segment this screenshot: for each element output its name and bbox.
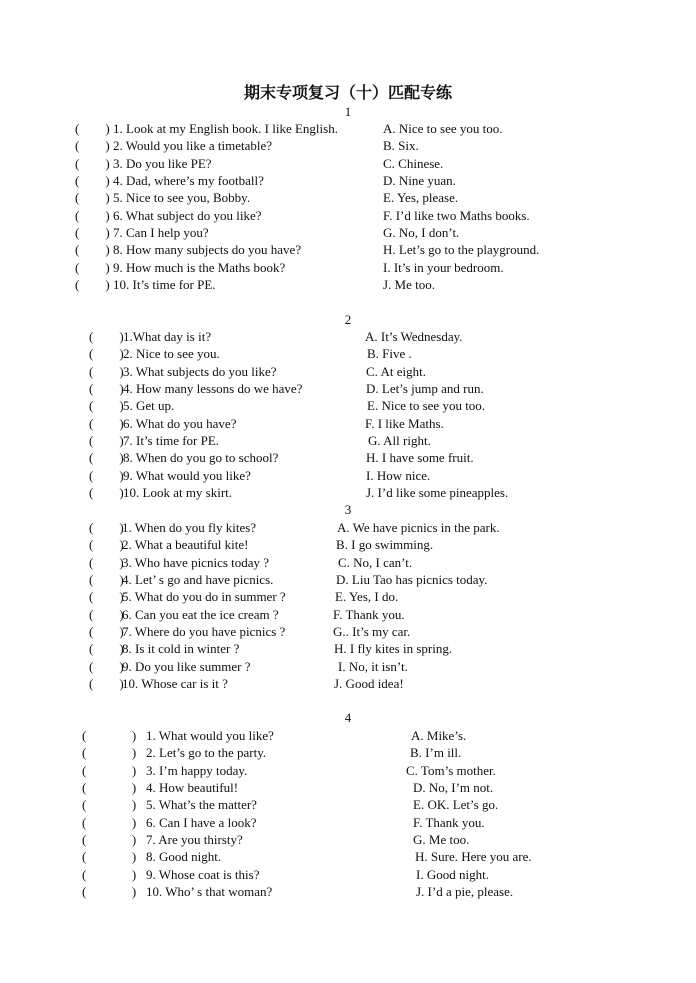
- question-text: 1.What day is it?: [123, 329, 212, 344]
- answer-blank[interactable]: ( ): [89, 572, 124, 588]
- answer-blank[interactable]: ( ): [82, 762, 137, 778]
- question-text: 10. It’s time for PE.: [113, 277, 216, 293]
- section-number: 1: [344, 104, 352, 119]
- answer-blank[interactable]: ( ): [82, 832, 137, 848]
- question-text: 3. What subjects do you like?: [123, 363, 277, 379]
- answer-option: B. I’m ill.: [410, 745, 462, 761]
- answer-blank[interactable]: ( ): [82, 797, 137, 813]
- question-text: 3. Do you like PE?: [113, 155, 212, 171]
- answer-blank[interactable]: ( ): [75, 207, 110, 223]
- answer-option: B. I go swimming.: [336, 537, 434, 553]
- answer-option: J. I’d a pie, please.: [416, 884, 514, 900]
- answer-blank[interactable]: ( ): [89, 381, 124, 397]
- question-text: 5. What’s the matter?: [146, 797, 257, 813]
- answer-blank[interactable]: ( ): [82, 814, 137, 830]
- question-text: 2. Let’s go to the party.: [146, 745, 267, 761]
- answer-blank[interactable]: ( ): [82, 780, 137, 796]
- answer-blank[interactable]: ( ): [89, 415, 124, 431]
- question-text: 2. What a beautiful kite!: [122, 537, 249, 553]
- question-text: 2. Would you like a timetable?: [113, 138, 273, 154]
- answer-blank[interactable]: ( ): [75, 259, 110, 275]
- answer-option: E. OK. Let’s go.: [413, 797, 499, 813]
- answer-option: D. No, I’m not.: [413, 780, 494, 796]
- answer-option: J. Good idea!: [334, 676, 404, 692]
- answer-blank[interactable]: ( ): [89, 467, 124, 483]
- answer-option: D. Let’s jump and run.: [366, 381, 484, 397]
- section-number: 4: [344, 710, 352, 725]
- question-text: 8. Good night.: [146, 849, 222, 865]
- answer-option: C. Tom’s mother.: [406, 762, 496, 778]
- answer-blank[interactable]: ( ): [75, 277, 110, 293]
- question-text: 1. What would you like?: [146, 728, 274, 743]
- answer-blank[interactable]: ( ): [89, 554, 124, 570]
- question-text: 9. Whose coat is this?: [146, 866, 260, 882]
- answer-blank[interactable]: ( ): [82, 884, 137, 900]
- answer-option: F. Thank you.: [333, 606, 405, 622]
- answer-blank[interactable]: ( ): [82, 849, 137, 865]
- question-text: 6. Can I have a look?: [146, 814, 257, 830]
- answer-blank[interactable]: ( ): [82, 866, 137, 882]
- question-text: 1. When do you fly kites?: [122, 520, 257, 535]
- question-text: 10. Who’ s that woman?: [146, 884, 273, 900]
- answer-option: H. I fly kites in spring.: [334, 641, 453, 657]
- answer-blank[interactable]: ( ): [89, 676, 124, 692]
- answer-option: B. Six.: [383, 138, 419, 154]
- question-text: 9. What would you like?: [123, 467, 251, 483]
- question-text: 6. Can you eat the ice cream ?: [122, 606, 279, 622]
- answer-option: F. Thank you.: [413, 814, 485, 830]
- question-text: 3. I’m happy today.: [146, 762, 248, 778]
- question-text: 7. Where do you have picnics ?: [122, 624, 286, 640]
- answer-option: A. We have picnics in the park.: [337, 520, 500, 535]
- answer-option: D. Liu Tao has picnics today.: [336, 572, 488, 588]
- question-text: 5. Get up.: [123, 398, 175, 414]
- answer-blank[interactable]: ( ): [75, 155, 110, 171]
- answer-option: C. No, I can’t.: [338, 554, 413, 570]
- question-text: 7. Can I help you?: [113, 225, 209, 241]
- question-text: 3. Who have picnics today ?: [122, 554, 270, 570]
- answer-blank[interactable]: ( ): [89, 606, 124, 622]
- answer-blank[interactable]: ( ): [75, 242, 110, 258]
- section-number: 3: [344, 502, 352, 517]
- question-text: 4. Let’ s go and have picnics.: [122, 572, 274, 588]
- answer-blank[interactable]: ( ): [89, 589, 124, 605]
- answer-option: G. Me too.: [413, 832, 470, 848]
- question-text: 4. How beautiful!: [146, 780, 239, 796]
- question-text: 8. When do you go to school?: [123, 450, 279, 466]
- answer-blank[interactable]: ( ): [89, 624, 124, 640]
- answer-blank[interactable]: ( ): [75, 225, 110, 241]
- question-text: 6. What subject do you like?: [113, 207, 262, 223]
- answer-blank[interactable]: ( ): [89, 433, 124, 449]
- answer-option: D. Nine yuan.: [383, 173, 456, 189]
- answer-option: G.. It’s my car.: [333, 624, 411, 640]
- answer-option: G. All right.: [368, 433, 431, 449]
- answer-blank[interactable]: ( ): [75, 138, 110, 154]
- answer-blank[interactable]: ( ): [82, 745, 137, 761]
- answer-option: I. Good night.: [416, 866, 489, 882]
- answer-blank[interactable]: ( ): [89, 641, 124, 657]
- question-text: 2. Nice to see you.: [123, 346, 220, 362]
- answer-option: H. Sure. Here you are.: [415, 849, 532, 865]
- answer-option: J. Me too.: [383, 277, 435, 293]
- answer-blank[interactable]: ( ): [89, 346, 124, 362]
- answer-blank[interactable]: ( ): [89, 329, 124, 344]
- answer-blank[interactable]: ( ): [75, 121, 110, 136]
- answer-option: A. Mike’s.: [411, 728, 467, 743]
- question-text: 9. Do you like summer ?: [122, 658, 251, 674]
- answer-option: H. Let’s go to the playground.: [383, 242, 540, 258]
- answer-blank[interactable]: ( ): [89, 450, 124, 466]
- question-text: 4. How many lessons do we have?: [123, 381, 303, 397]
- answer-blank[interactable]: ( ): [89, 520, 124, 535]
- answer-blank[interactable]: ( ): [75, 190, 110, 206]
- page-title: 期末专项复习（十）匹配专练: [243, 83, 452, 102]
- answer-option: E. Nice to see you too.: [367, 398, 486, 414]
- answer-blank[interactable]: ( ): [82, 728, 137, 743]
- question-text: 9. How much is the Maths book?: [113, 259, 286, 275]
- answer-option: F. I’d like two Maths books.: [383, 207, 530, 223]
- answer-blank[interactable]: ( ): [89, 363, 124, 379]
- answer-option: A. Nice to see you too.: [383, 121, 503, 136]
- question-text: 4. Dad, where’s my football?: [113, 173, 264, 189]
- answer-blank[interactable]: ( ): [89, 537, 124, 553]
- answer-blank[interactable]: ( ): [89, 485, 124, 501]
- question-text: 10. Look at my skirt.: [123, 485, 233, 501]
- answer-option: E. Yes, please.: [383, 190, 459, 206]
- answer-option: E. Yes, I do.: [335, 589, 399, 605]
- question-text: 7. Are you thirsty?: [146, 832, 243, 848]
- question-text: 8. How many subjects do you have?: [113, 242, 302, 258]
- answer-option: B. Five .: [367, 346, 412, 362]
- question-text: 8. Is it cold in winter ?: [122, 641, 240, 657]
- answer-option: I. No, it isn’t.: [338, 658, 408, 674]
- answer-option: G. No, I don’t.: [383, 225, 460, 241]
- question-text: 10. Whose car is it ?: [122, 676, 228, 692]
- answer-blank[interactable]: ( ): [89, 398, 124, 414]
- answer-option: C. At eight.: [366, 363, 426, 379]
- question-text: 5. What do you do in summer ?: [122, 589, 286, 605]
- question-text: 7. It’s time for PE.: [123, 433, 220, 449]
- answer-option: J. I’d like some pineapples.: [366, 485, 509, 501]
- answer-option: A. It’s Wednesday.: [365, 329, 463, 344]
- answer-option: I. How nice.: [366, 467, 431, 483]
- question-text: 6. What do you have?: [123, 415, 237, 431]
- answer-option: H. I have some fruit.: [366, 450, 474, 466]
- answer-blank[interactable]: ( ): [89, 658, 124, 674]
- question-text: 5. Nice to see you, Bobby.: [113, 190, 251, 206]
- answer-blank[interactable]: ( ): [75, 173, 110, 189]
- section-number: 2: [344, 312, 352, 327]
- answer-option: I. It’s in your bedroom.: [383, 259, 504, 275]
- answer-option: F. I like Maths.: [365, 415, 444, 431]
- question-text: 1. Look at my English book. I like English.: [113, 121, 338, 136]
- answer-option: C. Chinese.: [383, 155, 444, 171]
